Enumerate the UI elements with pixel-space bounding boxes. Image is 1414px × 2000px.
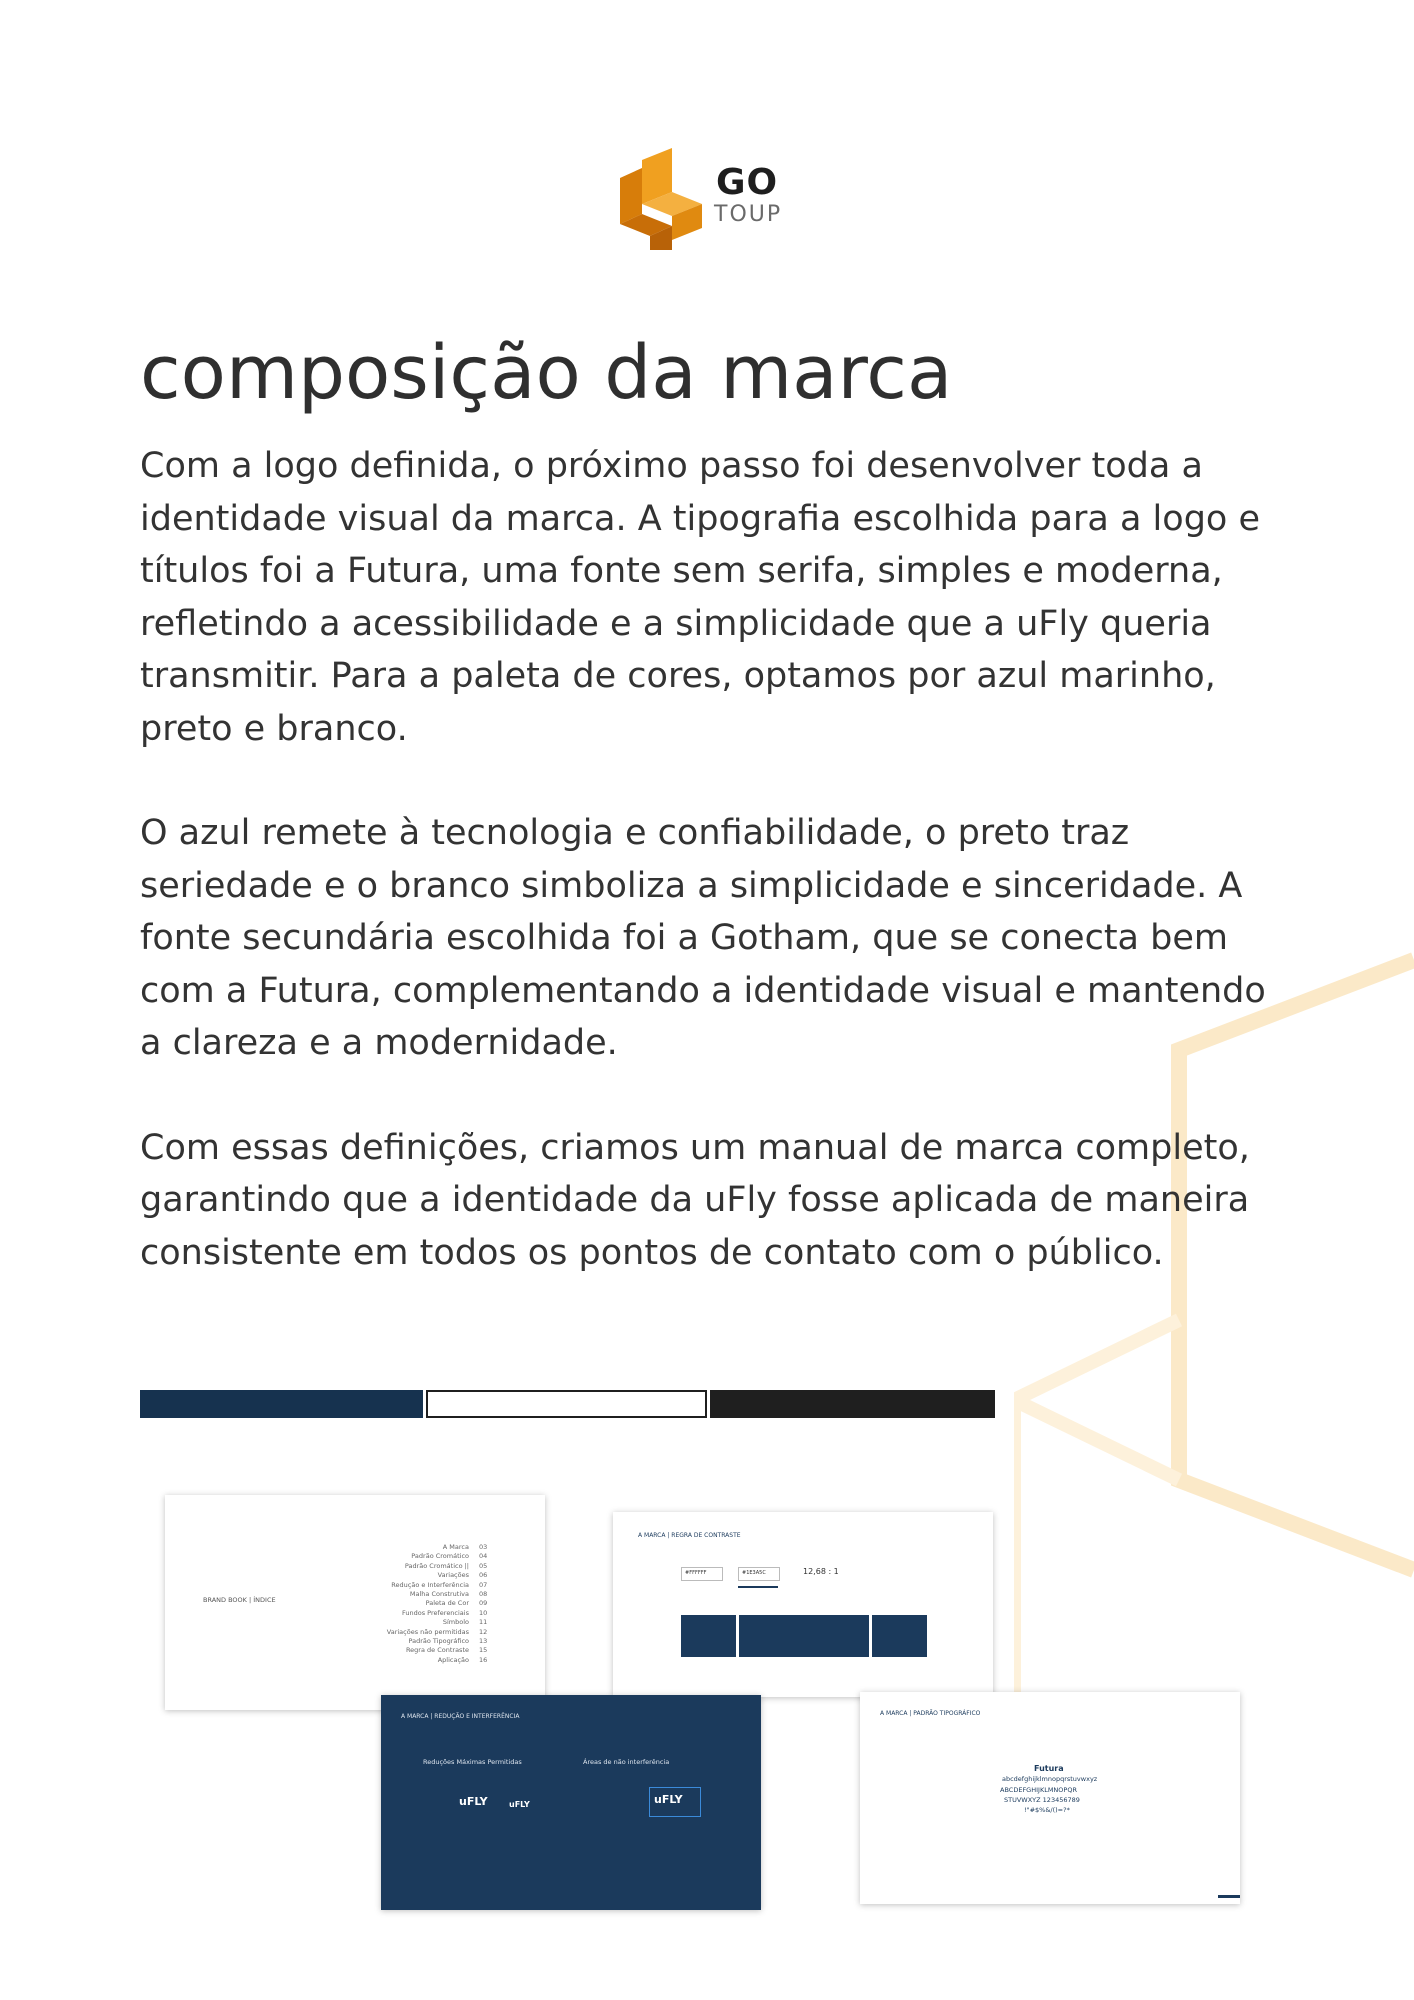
font-uppercase-sample: ABCDEFGHIJKLMNOPQR bbox=[1000, 1786, 1077, 1794]
index-row: Regra de Contraste 15 bbox=[405, 1646, 488, 1655]
paragraph-3: Com essas definições, criamos um manual de marca completo, garantindo que a identidade da uFly fosse aplicada de maneira consistente em todos os pontos de contato com o público. bbox=[140, 1127, 1250, 1273]
index-label: BRAND BOOK | ÍNDICE bbox=[203, 1596, 276, 1604]
thumbnail-typography-page bbox=[860, 1692, 1240, 1904]
paragraph-1: Com a logo definida, o próximo passo foi desenvolver toda a identidade visual da marca. A tipografia escolhida para a logo e títulos foi a Futura, uma fonte sem serifa, simples e moderna, refletindo a acessibilidade e a simplicidade que a uFly queria transmitir. Para a paleta de cores, optamos por azul marinho, preto e branco. bbox=[140, 446, 1260, 749]
color-palette bbox=[140, 1390, 995, 1418]
index-row: Malha Construtiva 08 bbox=[409, 1590, 488, 1599]
reduction-logo-2: uFLY bbox=[509, 1800, 530, 1809]
contrast-sample-1 bbox=[681, 1615, 736, 1657]
font-lowercase-sample: abcdefghijklmnopqrstuvwxyz bbox=[1002, 1775, 1098, 1783]
logo-text-go: GO bbox=[716, 162, 779, 203]
reduction-right-heading: Áreas de não interferência bbox=[583, 1758, 670, 1766]
index-list bbox=[387, 1543, 489, 1665]
contrast-sample-3 bbox=[872, 1615, 927, 1657]
color-input-2: #1E3A5C bbox=[738, 1567, 780, 1581]
index-row: Padrão Tipográfico 13 bbox=[408, 1637, 488, 1646]
typography-label: A MARCA | PADRÃO TIPOGRÁFICO bbox=[880, 1710, 981, 1717]
swatch-white bbox=[426, 1390, 707, 1418]
index-row: Padrão Cromático 04 bbox=[411, 1552, 488, 1561]
index-row: Fundos Preferenciais 10 bbox=[401, 1608, 488, 1617]
reduction-logo-3: uFLY bbox=[654, 1793, 683, 1806]
paragraph-2: O azul remete à tecnologia e confiabilidade, o preto traz seriedade e o branco simboliza a simplicidade e sinceridade. A fonte secundária escolhida foi a Gotham, que se conecta bem com a Futura, complementando a identidade visual e mantendo a clareza e a modernidade. bbox=[140, 813, 1266, 1063]
contrast-sample-2 bbox=[739, 1615, 869, 1657]
thumbnail-index-page bbox=[165, 1495, 545, 1710]
index-row: Aplicação 16 bbox=[437, 1655, 488, 1664]
thumbnail-contrast-page bbox=[613, 1512, 993, 1697]
body-text bbox=[140, 440, 1290, 1331]
reduction-logo-1: uFLY bbox=[459, 1795, 488, 1808]
page-corner-bar bbox=[1218, 1895, 1240, 1898]
logo-text-toup: TOUP bbox=[714, 202, 783, 227]
index-row: A Marca 03 bbox=[442, 1543, 488, 1551]
page-title: composição da marca bbox=[140, 330, 953, 416]
reduction-label: A MARCA | REDUÇÃO E INTERFERÊNCIA bbox=[401, 1713, 520, 1720]
swatch-navy bbox=[140, 1390, 423, 1418]
reduction-left-heading: Reduções Máximas Permitidas bbox=[423, 1758, 522, 1766]
thumbnail-reduction-page bbox=[381, 1695, 761, 1910]
logo-mark-icon bbox=[620, 140, 710, 250]
index-row: Padrão Cromático || 05 bbox=[404, 1561, 488, 1570]
brand-logo bbox=[620, 140, 790, 250]
index-row: Redução e Interferência 07 bbox=[391, 1580, 488, 1589]
index-row: Variações 06 bbox=[437, 1571, 488, 1580]
index-row: Variações não permitidas 12 bbox=[386, 1627, 488, 1636]
font-symbols-sample: !"#$%&/()=?* bbox=[1024, 1806, 1070, 1814]
index-row: Paleta de Cor 09 bbox=[425, 1599, 488, 1608]
contrast-ratio: 12,68 : 1 bbox=[803, 1567, 839, 1576]
swatch-black bbox=[710, 1390, 995, 1418]
font-uppercase-sample-2: STUVWXYZ 123456789 bbox=[1004, 1796, 1080, 1804]
color-input-1: #FFFFFF bbox=[681, 1567, 723, 1581]
index-row: Símbolo 11 bbox=[442, 1618, 488, 1627]
contrast-label: A MARCA | REGRA DE CONTRASTE bbox=[638, 1532, 741, 1539]
contrast-slider bbox=[738, 1586, 778, 1588]
font-name: Futura bbox=[1034, 1764, 1064, 1773]
